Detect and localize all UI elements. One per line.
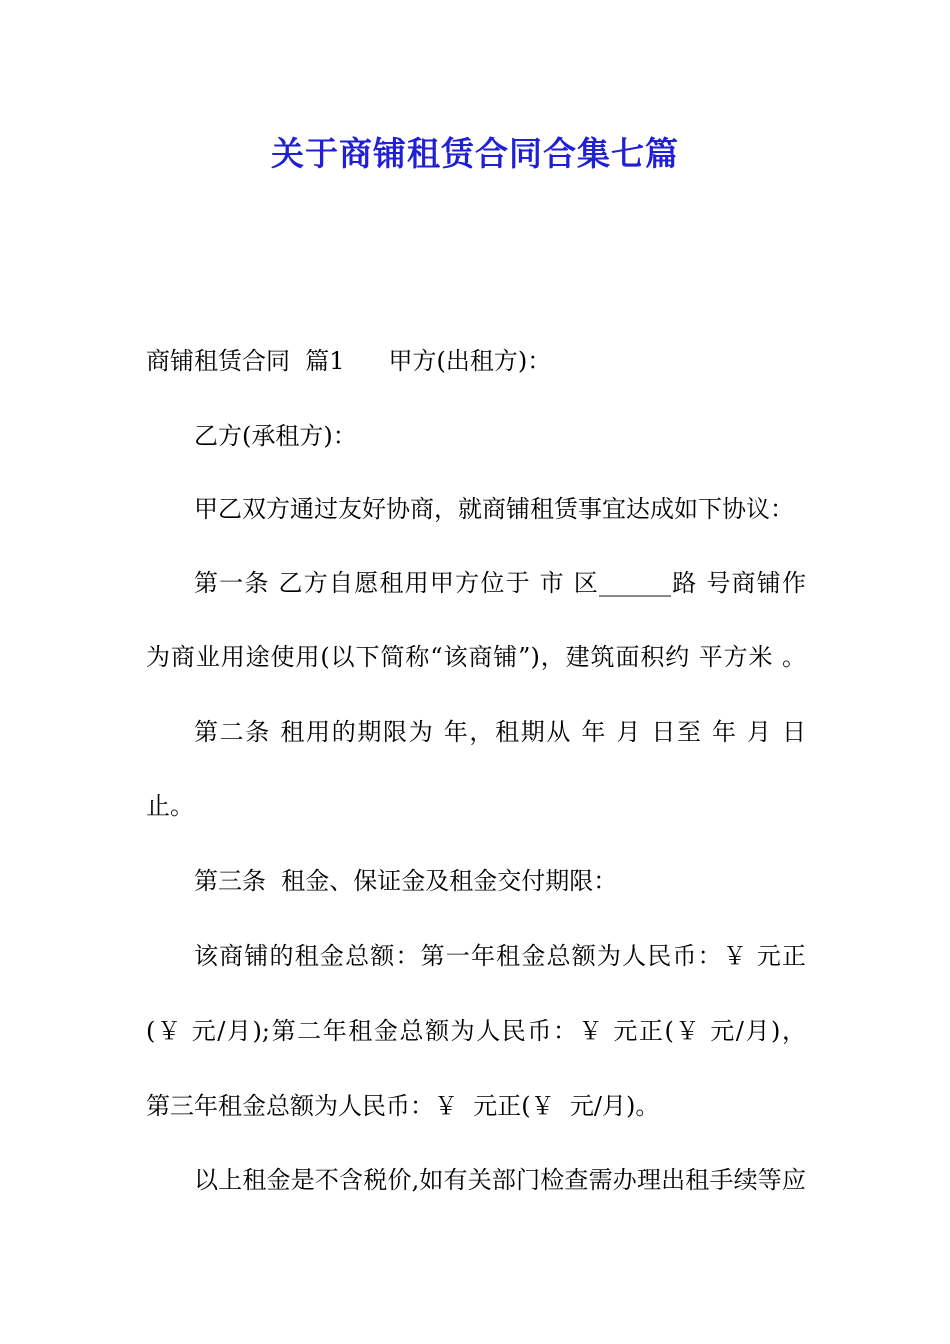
article-1-line-1: 第一条 乙方自愿租用甲方位于 市 区______路 号商铺作: [194, 569, 806, 597]
rent-line-2: (￥ 元/月);第二年租金总额为人民币：￥ 元正(￥ 元/月)，: [146, 1017, 806, 1045]
article-1-line-2: 为商业用途使用(以下简称“该商铺”)，建筑面积约 平方米 。: [146, 643, 806, 671]
tax-note-line: 以上租金是不含税价,如有关部门检查需办理出租手续等应: [194, 1166, 806, 1194]
rent-line-1: 该商铺的租金总额：第一年租金总额为人民币：￥ 元正: [194, 942, 806, 970]
agreement-intro: 甲乙双方通过友好协商，就商铺租赁事宜达成如下协议：: [194, 495, 794, 523]
article-2-line-1: 第二条 租用的期限为 年，租期从 年 月 日至 年 月 日: [194, 718, 806, 746]
heading-line: [146, 346, 806, 376]
document-title: 关于商铺租赁合同合集七篇: [271, 134, 679, 173]
rent-line-3: 第三年租金总额为人民币：￥ 元正(￥ 元/月)。: [146, 1092, 660, 1120]
section-heading: 商铺租赁合同 篇1: [146, 347, 345, 375]
party-b-line: 乙方(承租方)：: [194, 422, 357, 450]
party-a-label: 甲方(出租方)：: [388, 347, 552, 375]
article-3-heading: 第三条 租金、保证金及租金交付期限：: [194, 867, 618, 895]
article-2-line-2: 止。: [146, 792, 194, 820]
